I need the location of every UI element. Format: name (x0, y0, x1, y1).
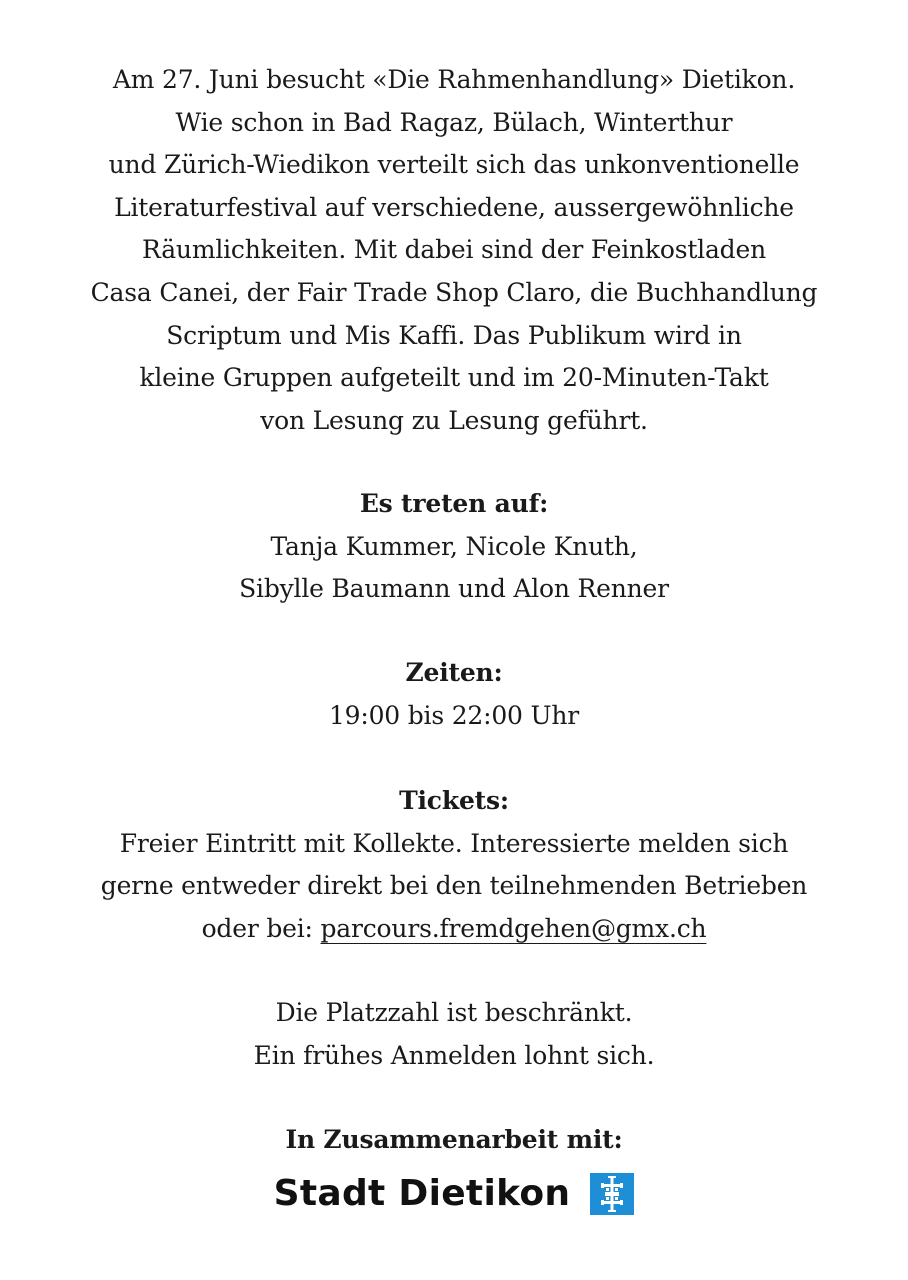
places-notice (0, 992, 908, 1077)
times-heading: Zeiten: (405, 658, 503, 687)
tickets-contact-prefix: oder bei: (201, 913, 321, 943)
performers-heading: Es treten auf: (359, 489, 549, 518)
intro-line: und Zürich-Wiedikon verteilt sich das unkonventionelle (108, 150, 800, 180)
intro-line: Literaturfestival auf verschiedene, aussergewöhnliche (114, 192, 794, 222)
intro-line: Scriptum und Mis Kaffi. Das Publikum wird in (166, 320, 742, 350)
performers-section (0, 483, 908, 611)
performers-line: Sibylle Baumann und Alon Renner (239, 574, 669, 604)
tickets-section (0, 780, 908, 950)
email-link[interactable]: parcours.fremdgehen@gmx.ch (320, 913, 707, 943)
intro-line: von Lesung zu Lesung geführt. (260, 405, 648, 435)
intro-line: kleine Gruppen aufgeteilt und im 20-Minuten-Takt (139, 363, 769, 393)
places-line: Die Platzzahl ist beschränkt. (275, 998, 633, 1027)
intro-line: Casa Canei, der Fair Trade Shop Claro, die Buchhandlung (90, 277, 818, 307)
intro-line: Am 27. Juni besucht «Die Rahmenhandlung» Dietikon. (112, 65, 796, 94)
logo-text: Stadt Dietikon (273, 1173, 571, 1214)
dietikon-crest-icon (590, 1173, 634, 1215)
intro-line: Wie schon in Bad Ragaz, Bülach, Winterthur (175, 107, 733, 137)
intro-line: Räumlichkeiten. Mit dabei sind der Feinkostladen (142, 235, 766, 265)
partner-section (0, 1119, 908, 1162)
performers-line: Tanja Kummer, Nicole Knuth, (270, 531, 638, 561)
tickets-contact-line (0, 908, 908, 951)
tickets-line: Freier Eintritt mit Kollekte. Interessierte melden sich (119, 828, 789, 858)
intro-paragraph (0, 59, 908, 442)
tickets-line: gerne entweder direkt bei den teilnehmenden Betrieben (100, 871, 808, 901)
places-line: Ein frühes Anmelden lohnt sich. (253, 1040, 655, 1070)
tickets-heading: Tickets: (399, 786, 509, 815)
times-value: 19:00 bis 22:00 Uhr (328, 700, 580, 730)
stadt-dietikon-logo (0, 1166, 908, 1222)
times-section (0, 652, 908, 737)
partner-heading: In Zusammenarbeit mit: (285, 1125, 623, 1154)
